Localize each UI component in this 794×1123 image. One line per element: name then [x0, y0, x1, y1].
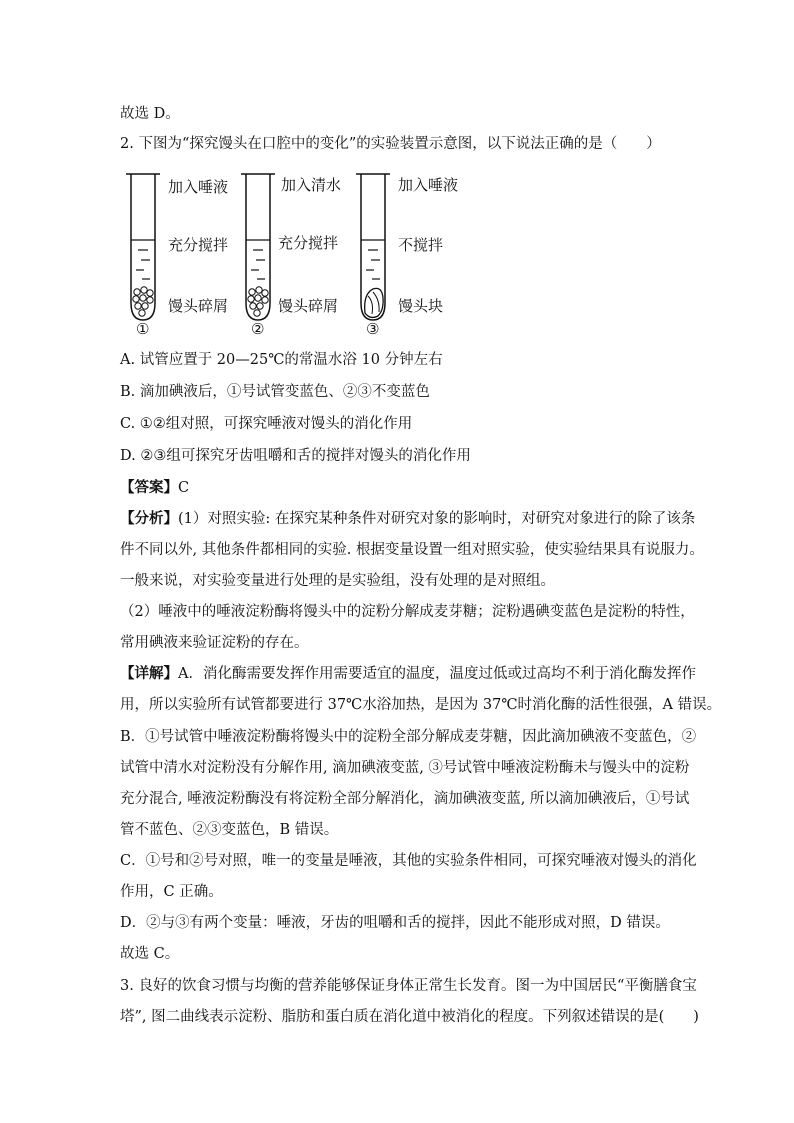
option-b: B. 滴加碘液后，①号试管变蓝色、②③不变蓝色: [120, 384, 430, 400]
tube-3-mid-label: 不搅拌: [398, 236, 444, 254]
analysis-line-4: （2）唾液中的唾液淀粉酶将馒头中的淀粉分解成麦芽糖；淀粉遇碘变蓝色是淀粉的特性，: [120, 604, 695, 620]
detail-line-3: B．①号试管中唾液淀粉酶将馒头中的淀粉全部分解成麦芽糖，因此滴加碘液不变蓝色，②: [120, 729, 697, 745]
tube-3-bottom-label: 馒头块: [398, 297, 444, 315]
detail-line-6: 管不蓝色、②③变蓝色，B 错误。: [120, 822, 339, 838]
tube-2-top-label: 加入清水: [281, 176, 342, 194]
tube-1-bottom-label: 馒头碎屑: [168, 297, 229, 315]
analysis-text-1: (1）对照实验: 在探究某种条件对研究对象的影响时，对研究对象进行的除了该条: [178, 511, 696, 527]
analysis-line-1: [120, 509, 695, 529]
tube-2-bottom-label: 馒头碎屑: [278, 297, 339, 315]
detail-text-1: A．消化酶需要发挥作用需要适宜的温度，温度过低或过高均不利于消化酶发挥作: [178, 666, 696, 682]
text-line: 故选 D。: [120, 106, 180, 122]
tube-1-number: ①: [136, 320, 150, 338]
detail-line-8: 作用，C 正确。: [120, 884, 223, 900]
test-tube-3: [356, 174, 390, 320]
tube-1-top-label: 加入唾液: [168, 178, 229, 196]
test-tube-figure: [118, 168, 478, 343]
analysis-tag: 【分析】: [120, 511, 178, 527]
answer-value: C: [178, 480, 190, 496]
answer-line: [120, 478, 189, 498]
question-3-line-2: 塔”, 图二曲线表示淀粉、脂肪和蛋白质在消化道中被消化的程度。下列叙述错误的是( ): [120, 1009, 699, 1025]
tube-2-mid-label: 充分搅拌: [278, 234, 339, 252]
detail-line-7: C．①号和②号对照，唯一的变量是唾液，其他的实验条件相同，可探究唾液对馒头的消化: [120, 853, 697, 869]
answer-tag: 【答案】: [120, 480, 178, 496]
option-a: A. 试管应置于 20—25℃的常温水浴 10 分钟左右: [120, 352, 443, 368]
tube-2-number: ②: [251, 320, 265, 338]
detail-line-2: 用，所以实验所有试管都要进行 37℃水浴加热，是因为 37℃时消化酶的活性很强，A 错误。: [120, 697, 722, 713]
detail-line-1: [120, 664, 696, 684]
question-3-line-1: 3. 良好的饮食习惯与均衡的营养能够保证身体正常生长发育。图一为中国居民“平衡膳食宝: [120, 978, 697, 994]
tube-3-number: ③: [366, 320, 380, 338]
detail-line-4: 试管中清水对淀粉没有分解作用, 滴加碘液变蓝, ③号试管中唾液淀粉酶未与馒头中的淀粉: [120, 760, 690, 776]
analysis-line-5: 常用碘液来验证淀粉的存在。: [120, 635, 309, 651]
question-2: 2. 下图为“探究馒头在口腔中的变化”的实验装置示意图，以下说法正确的是（ ）: [120, 136, 661, 152]
test-tube-2: [241, 174, 275, 320]
option-d: D. ②③组可探究牙齿咀嚼和舌的搅拌对馒头的消化作用: [120, 448, 471, 464]
detail-line-5: 充分混合, 唾液淀粉酶没有将淀粉全部分解消化，滴加碘液变蓝, 所以滴加碘液后，①号试: [120, 791, 690, 807]
analysis-line-2: 件不同以外, 其他条件都相同的实验. 根据变量设置一组对照实验，使实验结果具有说服力。: [120, 542, 704, 558]
detail-line-10: 故选 C。: [120, 946, 180, 962]
test-tube-1: [126, 174, 160, 320]
option-c: C. ①②组对照，可探究唾液对馒头的消化作用: [120, 416, 413, 432]
analysis-line-3: 一般来说，对实验变量进行处理的是实验组，没有处理的是对照组。: [120, 573, 555, 589]
detail-line-9: D．②与③有两个变量：唾液，牙齿的咀嚼和舌的搅拌，因此不能形成对照，D 错误。: [120, 915, 670, 931]
tube-1-mid-label: 充分搅拌: [168, 236, 229, 254]
detail-tag: 【详解】: [120, 666, 178, 682]
tube-3-top-label: 加入唾液: [398, 176, 459, 194]
